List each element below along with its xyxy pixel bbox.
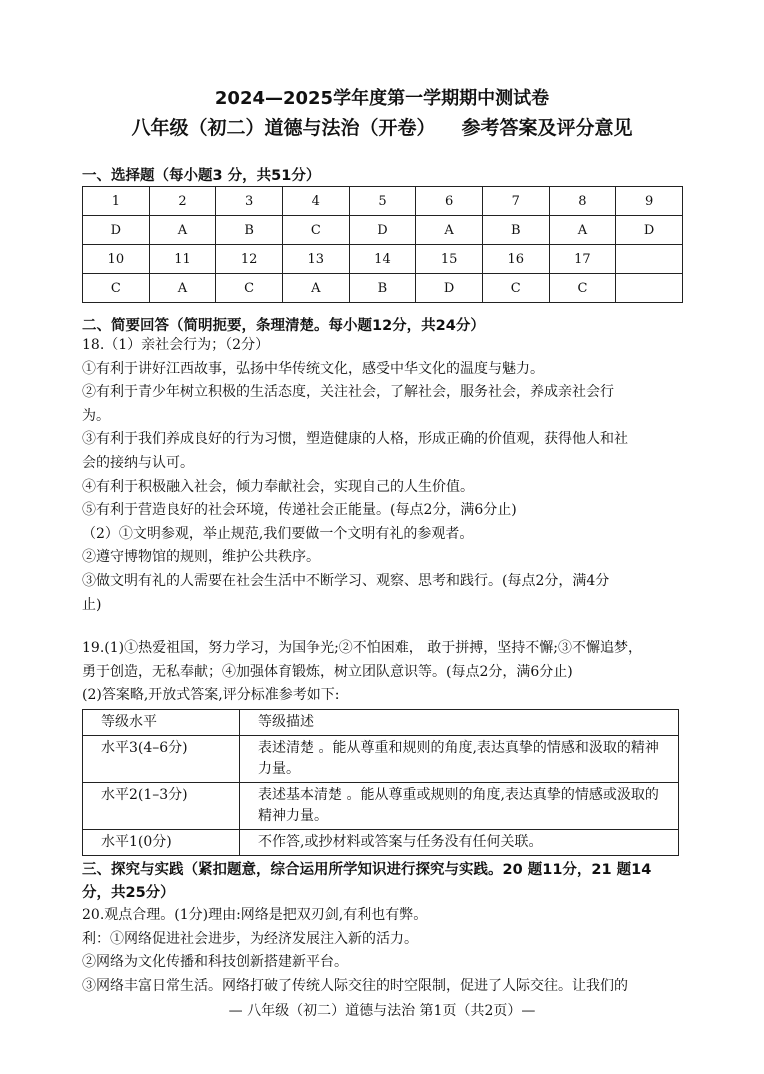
rubric-row xyxy=(83,830,679,856)
mcq-cell: C xyxy=(549,274,616,303)
section1-heading: 一、选择题（每小题3 分，共51分） xyxy=(82,168,321,184)
rubric-desc: 不作答,或抄材料或答案与任务没有任何关联。 xyxy=(240,830,679,856)
text-line: (2)答案略,开放式答案,评分标准参考如下: xyxy=(82,687,340,703)
mcq-cell: 12 xyxy=(216,245,283,274)
mcq-cell: 2 xyxy=(149,187,216,216)
mcq-cell: A xyxy=(149,216,216,245)
page-footer: — 八年级（初二）道德与法治 第1页（共2页）— xyxy=(228,1003,536,1019)
mcq-cell: 11 xyxy=(149,245,216,274)
subtitle-right: 参考答案及评分意见 xyxy=(461,117,633,139)
mcq-row xyxy=(83,245,683,274)
page-subtitle xyxy=(0,113,764,140)
text-line: 三、探究与实践（紧扣题意，综合运用所学知识进行探究与实践。20 题11分，21 题14 xyxy=(82,862,652,878)
rubric-table xyxy=(82,709,679,856)
mcq-cell: A xyxy=(282,274,349,303)
page-title: 2024—2025学年度第一学期期中测试卷 xyxy=(214,88,550,109)
rubric-header-row xyxy=(83,710,679,736)
mcq-cell: 4 xyxy=(282,187,349,216)
mcq-cell: D xyxy=(616,216,683,245)
mcq-cell: B xyxy=(482,216,549,245)
section2-heading: 二、简要回答（简明扼要，条理清楚。每小题12分，共24分） xyxy=(82,318,485,334)
subtitle-left: 八年级（初二）道德与法治（开卷） xyxy=(131,117,436,139)
mcq-cell: 9 xyxy=(616,187,683,216)
mcq-cell: D xyxy=(416,274,483,303)
text-line: 分，共25分） xyxy=(82,885,175,901)
mcq-cell: 17 xyxy=(549,245,616,274)
mcq-cell: A xyxy=(149,274,216,303)
mcq-cell: 7 xyxy=(482,187,549,216)
mcq-row xyxy=(83,274,683,303)
text-line: 18.（1）亲社会行为；（2分） xyxy=(82,337,270,353)
mcq-cell: 16 xyxy=(482,245,549,274)
mcq-cell: C xyxy=(482,274,549,303)
text-line: 勇于创造，无私奉献；④加强体育锻炼，树立团队意识等。(每点2分，满6分止) xyxy=(82,663,573,680)
mcq-answer-table xyxy=(82,186,683,303)
rubric-level: 水平2(1–3分) xyxy=(83,783,240,830)
mcq-cell: C xyxy=(282,216,349,245)
text-line: 利：①网络促进社会进步，为经济发展注入新的活力。 xyxy=(82,930,418,947)
mcq-cell: 5 xyxy=(349,187,416,216)
text-line: ③网络丰富日常生活。网络打破了传统人际交往的时空限制，促进了人际交往。让我们的 xyxy=(82,977,628,994)
text-line: 20.观点合理。(1分)理由:网络是把双刃剑,有利也有弊。 xyxy=(82,907,428,923)
rubric-row xyxy=(83,783,679,830)
text-line: ②遵守博物馆的规则，维护公共秩序。 xyxy=(82,549,320,566)
mcq-cell: D xyxy=(83,216,150,245)
rubric-header-cell: 等级描述 xyxy=(240,710,679,736)
mcq-cell: 6 xyxy=(416,187,483,216)
text-line: ①有利于讲好江西故事，弘扬中华传统文化，感受中华文化的温度与魅力。 xyxy=(82,360,544,377)
text-line: ②网络为文化传播和科技创新搭建新平台。 xyxy=(82,954,348,970)
rubric-desc: 表述基本清楚 。能从尊重或规则的角度,表达真挚的情感或汲取的精神力量。 xyxy=(240,783,679,830)
text-line: ②有利于青少年树立积极的生活态度，关注社会，了解社会，服务社会，养成亲社会行 xyxy=(82,384,614,401)
rubric-level: 水平3(4–6分) xyxy=(83,736,240,783)
text-line: ③做文明有礼的人需要在社会生活中不断学习、观察、思考和践行。(每点2分，满4分 xyxy=(82,573,610,589)
mcq-cell: D xyxy=(349,216,416,245)
mcq-cell: A xyxy=(416,216,483,245)
text-line: ③有利于我们养成良好的行为习惯，塑造健康的人格，形成正确的价值观，获得他人和社 xyxy=(82,431,628,448)
text-line: 为。 xyxy=(82,407,110,424)
mcq-cell: 15 xyxy=(416,245,483,274)
text-line: 19.(1)①热爱祖国，努力学习，为国争光;②不怕困难， 敢于拼搏，坚持不懈;③不懈追梦， xyxy=(82,640,642,656)
text-line: ⑤有利于营造良好的社会环境，传递社会正能量。(每点2分，满6分止) xyxy=(82,502,517,519)
mcq-cell: A xyxy=(549,216,616,245)
text-line: 会的接纳与认可。 xyxy=(82,455,194,471)
rubric-row xyxy=(83,736,679,783)
mcq-cell xyxy=(616,274,683,303)
mcq-cell: C xyxy=(216,274,283,303)
mcq-cell: B xyxy=(349,274,416,303)
mcq-cell: 3 xyxy=(216,187,283,216)
mcq-cell: 10 xyxy=(83,245,150,274)
mcq-cell: 1 xyxy=(83,187,150,216)
rubric-header-cell: 等级水平 xyxy=(83,710,240,736)
mcq-cell: 13 xyxy=(282,245,349,274)
mcq-cell: C xyxy=(83,274,150,303)
mcq-cell: 14 xyxy=(349,245,416,274)
rubric-desc: 表述清楚 。能从尊重和规则的角度,表达真挚的情感和汲取的精神力量。 xyxy=(240,736,679,783)
mcq-cell: 8 xyxy=(549,187,616,216)
text-line: ④有利于积极融入社会，倾力奉献社会，实现自己的人生价值。 xyxy=(82,478,474,495)
mcq-row xyxy=(83,187,683,216)
mcq-row xyxy=(83,216,683,245)
mcq-cell: B xyxy=(216,216,283,245)
text-line: （2）①文明参观，举止规范,我们要做一个文明有礼的参观者。 xyxy=(82,525,474,542)
rubric-level: 水平1(0分) xyxy=(83,830,240,856)
text-line: 止) xyxy=(82,596,102,613)
mcq-cell xyxy=(616,245,683,274)
